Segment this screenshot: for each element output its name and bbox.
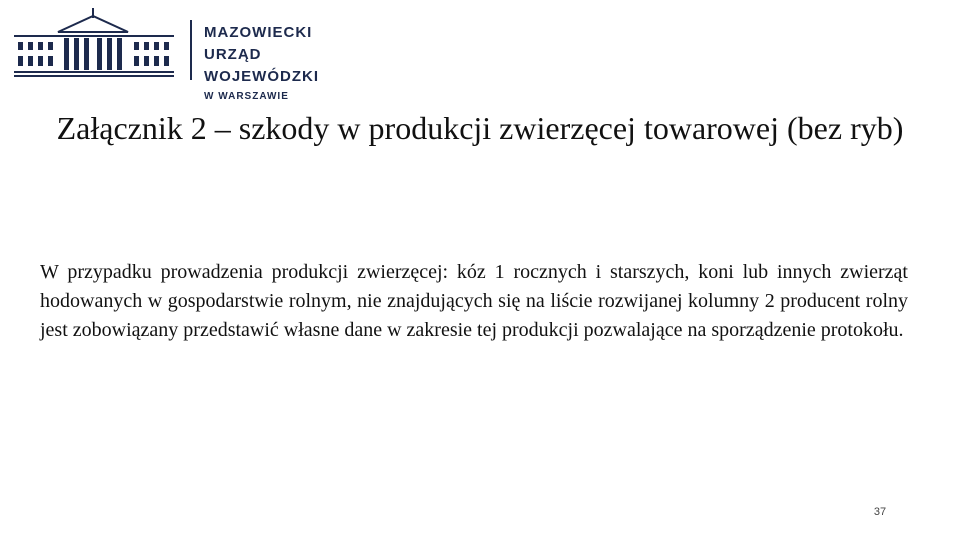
logo-line-1: MAZOWIECKI — [204, 24, 313, 41]
building-icon — [14, 6, 174, 78]
page-number: 37 — [873, 506, 887, 518]
logo — [14, 6, 364, 102]
logo-line-3: W WARSZAWIE — [204, 91, 289, 102]
slide-title: Załącznik 2 – szkody w produkcji zwierzęcej towarowej (bez ryb) — [56, 110, 904, 146]
logo-text — [204, 22, 364, 104]
logo-divider — [190, 20, 192, 80]
body-text: W przypadku prowadzenia produkcji zwierzęcej: kóz 1 rocznych i starszych, koni lub innych zwierząt hodowanych w gospodarstwie rolnym, nie znajdujących się na liście rozwijanej kolumny 2 producent rolny jest zobowiązany przedstawić własne dane w zakresie tej produkcji pozwalające na sporządzenie protokołu. — [40, 261, 908, 341]
logo-line-2: URZĄD WOJEWÓDZKI — [204, 46, 319, 85]
